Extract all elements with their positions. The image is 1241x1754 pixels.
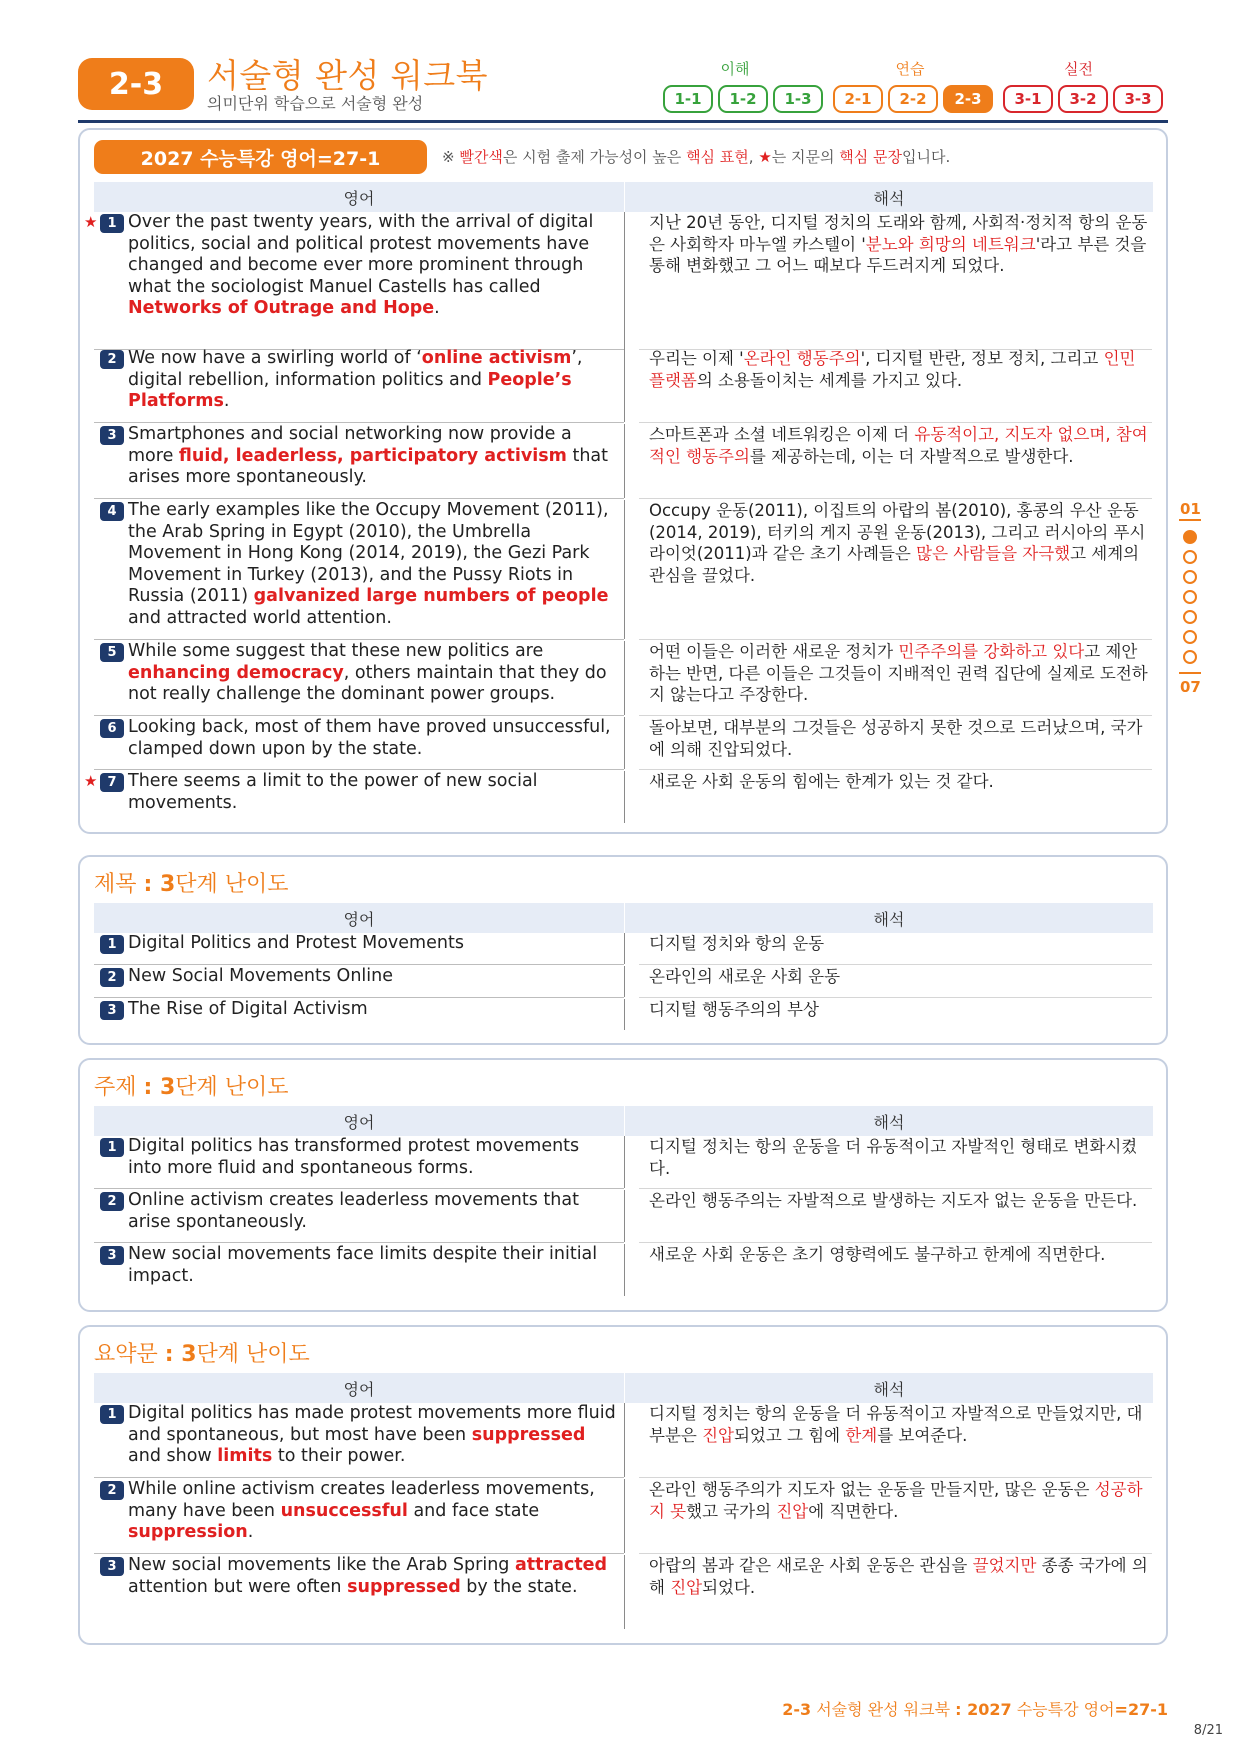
side-nav-rule-top (1179, 519, 1201, 521)
english-sentence: Smartphones and social networking now provide a more fluid, leaderless, participatory activism that arises more spontaneously. (128, 424, 609, 488)
table-row (94, 717, 1152, 771)
key-sentence-star-icon: ★ (84, 213, 98, 231)
step-3-1[interactable]: 3-1 (1003, 85, 1053, 113)
english-sentence: Digital Politics and Protest Movements (128, 933, 464, 953)
header-divider (78, 120, 1168, 123)
side-nav-dot-7[interactable] (1183, 650, 1197, 664)
korean-translation: 새로운 사회 운동은 초기 영향력에도 불구하고 한계에 직면한다. (649, 1245, 1106, 1264)
group-label-practice: 연습 (895, 60, 925, 78)
row-divider-english (94, 997, 624, 998)
table-row (94, 999, 1152, 1032)
column-divider (624, 966, 625, 997)
korean-translation: 어떤 이들은 이러한 새로운 정치가 민주주의를 강화하고 있다고 제안하는 반면, 다른 이들은 그것들이 지배적인 권력 집단에 실제로 도전하지 않는다고 주장한다. (649, 642, 1148, 705)
side-nav-end: 07 (1180, 678, 1201, 696)
english-sentence: New social movements like the Arab Spring attracted attention but were often suppressed by the state. (128, 1555, 608, 1597)
side-nav-dot-5[interactable] (1183, 610, 1197, 624)
title-column-english: 영어 (94, 903, 624, 933)
korean-translation: 디지털 행동주의의 부상 (649, 1000, 819, 1019)
sentence-number-badge: 2 (100, 968, 124, 987)
column-divider (624, 1479, 625, 1553)
page-number: 8/21 (1193, 1723, 1223, 1738)
sentence-number-badge: 2 (100, 1481, 124, 1500)
table-row (94, 1190, 1152, 1244)
unit-badge: 2-3 (78, 58, 194, 110)
side-nav-dot-6[interactable] (1183, 630, 1197, 644)
column-divider (624, 424, 625, 498)
korean-translation: 디지털 정치와 항의 운동 (649, 934, 825, 953)
english-sentence: Online activism creates leaderless movements that arise spontaneously. (128, 1190, 579, 1232)
group-label-understand: 이해 (720, 60, 750, 78)
sentence-number-badge: 1 (100, 1138, 124, 1157)
english-sentence: New social movements face limits despite their initial impact. (128, 1244, 598, 1286)
sentence-number-badge: 1 (100, 935, 124, 954)
korean-translation: 디지털 정치는 항의 운동을 더 유동적이고 자발적으로 만들었지만, 대부분은 진압되었고 그 힘에 한계를 보여준다. (649, 1404, 1143, 1445)
english-sentence: While some suggest that these new politics are enhancing democracy, others maintain that they do not really challenge the dominant power groups. (128, 641, 607, 705)
korean-translation: 우리는 이제 '온라인 행동주의', 디지털 반란, 정보 정치, 그리고 인민 플랫폼의 소용돌이치는 세계를 가지고 있다. (649, 349, 1136, 390)
theme-section-heading: 주제 : 3단계 난이도 (94, 1075, 289, 1100)
row-divider-translation (639, 964, 1152, 965)
english-sentence: We now have a swirling world of ‘online activism’, digital rebellion, information politics and People’s Platforms. (128, 348, 583, 412)
korean-translation: 온라인의 새로운 사회 운동 (649, 967, 841, 986)
english-sentence: Over the past twenty years, with the arrival of digital politics, social and political protest movements have changed and become ever more prominent through what the sociologist Manuel Castells has called Networks of Outrage and Hope. (128, 212, 594, 319)
row-divider-english (94, 769, 624, 770)
korean-translation: 온라인 행동주의는 자발적으로 발생하는 지도자 없는 운동을 만든다. (649, 1191, 1138, 1210)
step-1-1[interactable]: 1-1 (663, 85, 713, 113)
table-row (94, 348, 1152, 424)
column-header-translation: 해석 (625, 182, 1153, 212)
table-row (94, 1136, 1152, 1190)
summary-panel (78, 1325, 1168, 1645)
sentence-number-badge: 6 (100, 719, 124, 738)
summary-section-heading: 요약문 : 3단계 난이도 (94, 1342, 310, 1367)
step-3-2[interactable]: 3-2 (1058, 85, 1108, 113)
sentence-number-badge: 5 (100, 643, 124, 662)
row-divider-english (94, 1242, 624, 1243)
sentence-number-badge: 2 (100, 350, 124, 369)
step-2-1[interactable]: 2-1 (833, 85, 883, 113)
column-divider (624, 1136, 625, 1188)
row-divider-translation (639, 715, 1152, 716)
side-nav-dot-2[interactable] (1183, 550, 1197, 564)
korean-translation: 디지털 정치는 항의 운동을 더 유동적이고 자발적인 형태로 변화시켰다. (649, 1137, 1138, 1178)
side-nav-dot-3[interactable] (1183, 570, 1197, 584)
korean-translation: 새로운 사회 운동의 힘에는 한계가 있는 것 같다. (649, 772, 994, 791)
step-3-3[interactable]: 3-3 (1113, 85, 1163, 113)
step-2-3-active[interactable]: 2-3 (943, 85, 993, 113)
group-label-real: 실전 (1064, 60, 1093, 78)
theme-panel (78, 1058, 1168, 1312)
column-divider (624, 348, 625, 422)
sentence-number-badge: 3 (100, 1001, 124, 1020)
column-divider (624, 999, 625, 1030)
korean-translation: 온라인 행동주의가 지도자 없는 운동을 만들지만, 많은 운동은 성공하지 못했고 국가의 진압에 직면한다. (649, 1480, 1143, 1521)
source-badge: 2027 수능특강 영어=27-1 (94, 140, 427, 174)
table-row (94, 500, 1152, 641)
table-row (84, 771, 1152, 825)
table-row (94, 1555, 1152, 1631)
row-divider-translation (639, 1242, 1152, 1243)
sentence-number-badge: 1 (100, 1405, 124, 1424)
row-divider-english (94, 715, 624, 716)
step-2-2[interactable]: 2-2 (888, 85, 938, 113)
title-panel (78, 855, 1168, 1045)
title-section-heading: 제목 : 3단계 난이도 (94, 872, 289, 897)
row-divider-english (94, 1553, 624, 1554)
theme-column-translation: 해석 (625, 1106, 1153, 1136)
sentence-number-badge: 3 (100, 426, 124, 445)
sentence-number-badge: 4 (100, 502, 124, 521)
title-column-translation: 해석 (625, 903, 1153, 933)
table-row (94, 641, 1152, 717)
column-divider (624, 771, 625, 823)
column-divider (624, 500, 625, 639)
english-sentence: The early examples like the Occupy Movement (2011), the Arab Spring in Egypt (2010), the Umbrella Movement in Hong Kong (2014, 2019), the Gezi Park Movement in Turkey (2013), and the Pussy Riots in Russia (2011) galvanized large numbers of people and attracted world attention. (128, 500, 609, 628)
column-divider (624, 1244, 625, 1296)
summary-column-translation: 해석 (625, 1373, 1153, 1403)
row-divider-english (94, 1188, 624, 1189)
column-divider (624, 1403, 625, 1477)
column-divider (624, 717, 625, 769)
english-sentence: Digital politics has transformed protest movements into more fluid and spontaneous forms. (128, 1136, 580, 1178)
column-divider (624, 1555, 625, 1629)
table-row (94, 966, 1152, 999)
sentence-number-badge: 3 (100, 1246, 124, 1265)
row-divider-translation (639, 639, 1152, 640)
key-sentence-star-icon: ★ (84, 772, 98, 790)
table-row (94, 1403, 1152, 1479)
sentence-number-badge: 7 (100, 773, 124, 792)
sentence-number-badge: 1 (100, 214, 124, 233)
table-row (94, 933, 1152, 966)
english-sentence: Digital politics has made protest movements more fluid and spontaneous, but most have been suppressed and show limits to their power. (128, 1403, 616, 1467)
sentence-number-badge: 2 (100, 1192, 124, 1211)
row-divider-translation (639, 422, 1152, 423)
legend-note: ※ 빨간색은 시험 출제 가능성이 높은 핵심 표현, ★는 지문의 핵심 문장입니다. (442, 148, 951, 166)
step-1-3[interactable]: 1-3 (773, 85, 823, 113)
side-nav-dot-4[interactable] (1183, 590, 1197, 604)
step-1-2[interactable]: 1-2 (718, 85, 768, 113)
korean-translation: 돌아보면, 대부분의 그것들은 성공하지 못한 것으로 드러났으며, 국가에 의해 진압되었다. (649, 718, 1143, 759)
english-sentence: Looking back, most of them have proved unsuccessful, clamped down upon by the state. (128, 717, 611, 759)
page-title: 서술형 완성 워크북 (207, 56, 489, 95)
footer-title: 2-3 서술형 완성 워크북 : 2027 수능특강 영어=27-1 (782, 1700, 1168, 1719)
side-nav-start: 01 (1180, 500, 1201, 518)
table-row (94, 424, 1152, 500)
row-divider-translation (639, 769, 1152, 770)
side-nav-dot-1[interactable] (1183, 530, 1197, 544)
row-divider-translation (639, 1477, 1152, 1478)
row-divider-english (94, 639, 624, 640)
row-divider-translation (639, 1553, 1152, 1554)
column-header-english: 영어 (94, 182, 624, 212)
row-divider-translation (639, 1188, 1152, 1189)
english-sentence: The Rise of Digital Activism (128, 999, 368, 1019)
row-divider-english (94, 422, 624, 423)
row-divider-translation (639, 997, 1152, 998)
theme-column-english: 영어 (94, 1106, 624, 1136)
column-divider (624, 933, 625, 964)
row-divider-translation (639, 498, 1152, 499)
korean-translation: 스마트폰과 소셜 네트워킹은 이제 더 유동적이고, 지도자 없으며, 참여적인 행동주의를 제공하는데, 이는 더 자발적으로 발생한다. (649, 425, 1148, 466)
english-sentence: There seems a limit to the power of new social movements. (128, 771, 538, 813)
sentence-number-badge: 3 (100, 1557, 124, 1576)
korean-translation: 아랍의 봄과 같은 새로운 사회 운동은 관심을 끌었지만 종종 국가에 의해 진압되었다. (649, 1556, 1148, 1597)
side-nav-rule-bottom (1179, 672, 1201, 674)
summary-column-english: 영어 (94, 1373, 624, 1403)
row-divider-english (94, 1477, 624, 1478)
passage-panel (78, 128, 1168, 834)
english-sentence: New Social Movements Online (128, 966, 394, 986)
korean-translation: 지난 20년 동안, 디지털 정치의 도래와 함께, 사회적·정치적 항의 운동은 사회학자 마누엘 카스텔이 '분노와 희망의 네트워크'라고 부른 것을 통해 변화했고 그 어느 때보다 두드러지게 되었다. (649, 213, 1148, 276)
column-divider (624, 641, 625, 715)
column-divider (624, 1190, 625, 1242)
row-divider-english (94, 964, 624, 965)
page-subtitle: 의미단위 학습으로 서술형 완성 (207, 94, 424, 113)
table-row (84, 212, 1152, 351)
row-divider-english (94, 498, 624, 499)
column-divider (624, 212, 625, 349)
english-sentence: While online activism creates leaderless movements, many have been unsuccessful and face state suppression. (128, 1479, 595, 1543)
table-row (94, 1244, 1152, 1298)
table-row (94, 1479, 1152, 1555)
korean-translation: Occupy 운동(2011), 이집트의 아랍의 봄(2010), 홍콩의 우산 운동(2014, 2019), 터키의 게지 공원 운동(2013), 그리고 러시아의 푸시 라이엇(2011)과 같은 초기 사례들은 많은 사람들을 자극했고 세계의 관심을 끌었다. (649, 501, 1146, 585)
